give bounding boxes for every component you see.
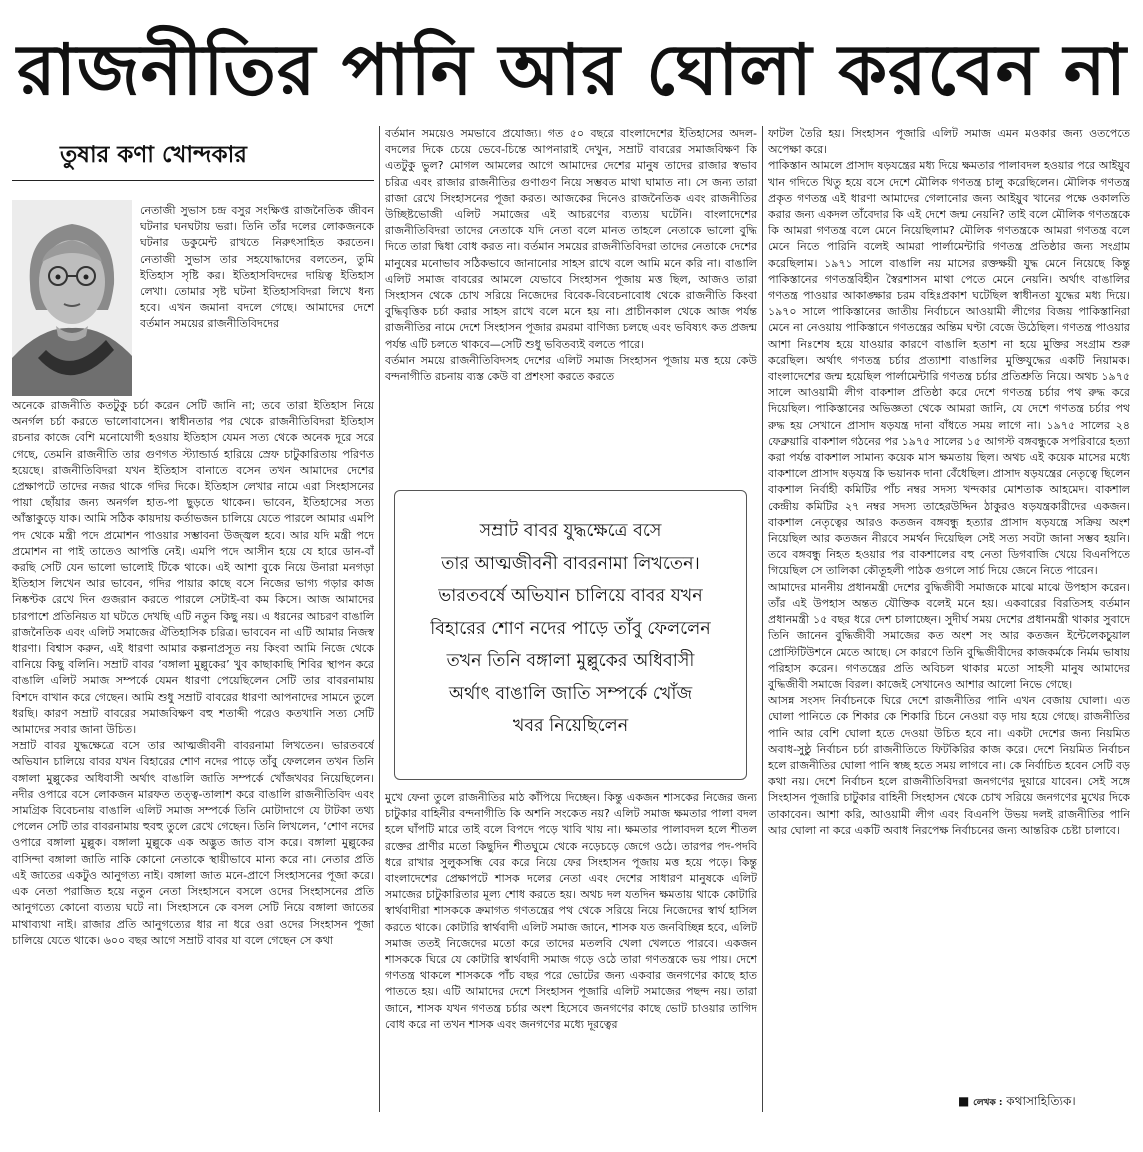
paragraph: অনেকে রাজনীতি কতটুকু চর্চা করেন সেটি জানি না; তবে তারা ইতিহাস নিয়ে অনর্গল চর্চা করতে ভালোবাসেন। স্বাধীনতার পর থেকে রাজনীতিবিদরা ইতিহাস রচনার কাজে বেশি মনোযোগী হওয়ায় ইতিহাস যেমন সত্য থেকে অনেক দূরে সরে গেছে, তেমনি রাজনীতি তার গুণগত স্ট্যান্ডার্ড হারিয়ে স্রেফ চাটুকারিতায় পরিণত হয়েছে। রাজনীতিবিদরা যখন ইতিহাস বানাতে বসেন তখন আমাদের দেশের প্রেক্ষাপটে তাদের নজর থাকে গদির দিকে। ইতিহাস লেখার নামে এরা সিংহাসনের পায়া ছোঁয়ার জন্য অনর্গল হাত-পা ছুড়তে থাকেন। ভাবেন, ইতিহাসের সত্য আঁস্তাকুড়ে যাক। আমি সঠিক কায়দায় কর্তাভজন চালিয়ে যেতে পারলে আমার এমপি পদ থেকে মন্ত্রী পদে প্রমোশন পাওয়ার সম্ভাবনা উজ্জ্বল হবে। আর যদি মন্ত্রী পদে প্রমোশন না পাই তাতেও আপত্তি নেই। এমপি পদে আসীন হয়ে যে হারে ডান-বাঁ করছি সেটি যেন ভালো ভালোই টিকে থাকে। এই আশা বুকে নিয়ে উনারা মনগড়া ইতিহাস লিখেন আর ভাবেন, গদির পায়ার কাছে বসে নিজের ভাগ্য গড়ার কাজ নিষ্কণ্টক রেখে দিন গুজরান করতে পারলে সেটাই-বা কম কিসে। আজ আমাদের চারপাশে প্রতিনিয়ত যা ঘটতে দেখছি এটি নতুন কিছু নয়। এ ধরনের আচরণ বাঙালি রাজনৈতিক এবং এলিট সমাজের ঐতিহাসিক চরিত্র। ভাববেন না এটি আমার নিজস্ব ধারণা। বিশ্বাস করুন, এই ধারণা আমার কল্পনাপ্রসূত নয় কিংবা আমি নিজে থেকে বানিয়ে কিছু বলিনি। সম্রাট বাবর ‘বঙ্গালা মুল্লুকের’ খুব কাছাকাছি শিবির স্থাপন করে বাঙালি এলিট সমাজ সম্পর্কে যেমন ধারণা পেয়েছিলেন সেটি তার বাবরনামায় বিশদে বাখান করে গেছেন। আমি শুধু সম্রাট বাবরের ধারণা আপনাদের সামনে তুলে ধরছি। কারণ সম্রাট বাবরের সমাজবিক্ষণ বহু শতাব্দী পরেও কতখানি সত্য সেটি আমাদের সবার জানা উচিত। [12, 399, 374, 737]
author-portrait [12, 200, 136, 396]
paragraph: বর্তমান সময়ে রাজনীতিবিদসহ দেশের এলিট সমাজ সিংহাসন পূজায় মত্ত হয়ে কেউ বন্দনাগীতি রচনায় ব্যস্ত কেউ বা প্রশংসা করতে করতে [385, 353, 757, 384]
column-1-top [140, 203, 374, 395]
column-divider [762, 126, 763, 1112]
paragraph: সম্রাট বাবর যুদ্ধক্ষেত্রে বসে তার আত্মজীবনী বাবরনামা লিখতেন। ভারতবর্ষে অভিযান চালিয়ে বাবর যখন বিহারের শোণ নদের পাড়ে তাঁবু ফেললেন তখন তিনি বঙ্গালা মুল্লুকের অধিবাসী অর্থাৎ বাঙালি জাতি সম্পর্কে খোঁজখবর নিয়েছিলেন। নদীর ওপারে বসে লোকজন মারফত তত্ত্ব-তালাশ করে বাঙালি রাজনীতিবিদ এবং সামগ্রিক বিবেচনায় বাঙালি এলিট সমাজ সম্পর্কে তিনি মোটাদাগে যে টাটকা তথ্য পেলেন সেটি তার বাবরনামায় হুবহু তুলে রেখে গেছেন। তিনি লিখলেন, ‘শোণ নদের ওপারে বঙ্গালা মুল্লুক। বঙ্গালা মুল্লুকে এক অদ্ভুত জাত বাস করে। বঙ্গালা মুল্লুকের বাসিন্দা বঙ্গালা জাতি নাকি কোনো নেতাকে স্থায়ীভাবে মান্য করে না। নেতার প্রতি এই জাতের একটুও আনুগত্য নাই। বঙ্গালা জাত মনে-প্রাণে সিংহাসনের পূজা করে। এক নেতা পরাজিত হয়ে নতুন নেতা সিংহাসনে বসলে ওদের সিংহাসনের প্রতি আনুগত্যে কোনো ব্যত্যয় ঘটে না। সিংহাসনে কে বসল সেটি নিয়ে বঙ্গালা জাতের মাথাব্যথা নাই। রাজার প্রতি আনুগত্যের ধার না ধরে ওরা ওদের সিংহাসন পূজা চালিয়ে যেতে থাকে। ৬০০ বছর আগে সম্রাট বাবর যা বলে গেছেন সে কথা [12, 739, 374, 947]
pull-quote-line: ভারতবর্ষে অভিযান চালিয়ে বাবর যখন [438, 586, 703, 606]
column-2-bottom [385, 790, 757, 1112]
column-1-bottom [12, 398, 374, 1112]
paragraph: পাকিস্তান আমলে প্রাসাদ ষড়যন্ত্রের মধ্য দিয়ে ক্ষমতার পালাবদল হওয়ার পরে আইয়ুব খান গদিতে থিতু হয়ে বসে দেশে মৌলিক গণতন্ত্র চালু করেছিলেন। মৌলিক গণতন্ত্র প্রকৃত গণতন্ত্র এই ধারণা আমাদের গেলানোর জন্য আইয়ুব খানের পক্ষে ওকালতি করার জন্য একদল তাঁবেদার কি এই দেশে জন্ম নেয়নি? তাই বলে মৌলিক গণতন্ত্রকে কি আমরা গণতন্ত্র বলে মেনে নিয়েছিলাম? মৌলিক গণতন্ত্রকে আমরা গণতন্ত্র বলে মেনে নিতে পারিনি বলেই আমরা পার্লামেন্টারি গণতন্ত্র প্রতিষ্ঠার জন্য সংগ্রাম করেছিলাম। ১৯৭১ সালে বাঙালি নয় মাসের রক্তক্ষয়ী যুদ্ধ মেনে নিয়েছে কিন্তু পাকিস্তানের গণতন্ত্রবিহীন স্বৈরশাসন মাথা পেতে মেনে নেয়নি। অর্থাৎ বাঙালির গণতন্ত্র পাওয়ার আকাঙ্ক্ষার চরম বহিঃপ্রকাশ ঘটেছিল স্বাধীনতা যুদ্ধের মধ্য দিয়ে। ১৯৭০ সালে পাকিস্তানের জাতীয় নির্বাচনে আওয়ামী লীগের বিজয় পাকিস্তানিরা মেনে না নেওয়ায় পাকিস্তানে গণতন্ত্রের অন্তিম ঘণ্টা বেজে উঠেছিল। গণতন্ত্র পাওয়ার আশা নিঃশেষ হয়ে যাওয়ার কারণে বাঙালি হতাশ না হয়ে মুক্তির সংগ্রাম শুরু করেছিল। অর্থাৎ গণতন্ত্র চর্চার প্রত্যাশা বাঙালির মুক্তিযুদ্ধের একটি নিয়ামক। বাংলাদেশের জন্ম হয়েছিল পার্লামেন্টারি গণতন্ত্র চর্চার প্রতিশ্রুতি নিয়ে। অথচ ১৯৭৫ সালে আওয়ামী লীগ বাকশাল প্রতিষ্ঠা করে দেশে গণতন্ত্র চর্চার পথ রুদ্ধ করে দিয়েছিল। পাকিস্তানের অভিজ্ঞতা থেকে আমরা জানি, যে দেশে গণতন্ত্র চর্চার পথ রুদ্ধ হয় সেখানে প্রাসাদ ষড়যন্ত্র দানা বাঁধতে সময় লাগে না। ১৯৭৫ সালের ২৪ ফেব্রুয়ারি বাকশাল গঠনের পর ১৯৭৫ সালের ১৫ আগস্ট বঙ্গবন্ধুকে সপরিবারে হত্যা করা পর্যন্ত বাকশাল সামান্য কয়েক মাস ক্ষমতায় ছিল। অথচ এই কয়েক মাসের মধ্যে বাকশালে প্রাসাদ ষড়যন্ত্র কি ভয়ানক দানা বেঁধেছিল। প্রাসাদ ষড়যন্ত্রের নেতৃত্বে ছিলেন বাকশাল নির্বাহী কমিটির পাঁচ নম্বর সদস্য খন্দকার মোশতাক আহমেদ। বাকশাল কেন্দ্রীয় কমিটির ২৭ নম্বর সদস্য তাহেরউদ্দিন ঠাকুরও ষড়যন্ত্রকারীদের একজন। বাকশাল নেতৃত্বের আরও কতজন বঙ্গবন্ধু হত্যার প্রাসাদ ষড়যন্ত্রে সক্রিয় অংশ নিয়েছিল আর কতজন নীরবে সমর্থন দিয়েছিল সেই সত্য সবটা জানা সম্ভব হয়নি। তবে বঙ্গবন্ধু নিহত হওয়ার পর বাকশালের বহু নেতা ডিগবাজি খেয়ে বিএনপিতে গিয়েছিল সে তালিকা কৌতূহলী পাঠক গুগলে সার্চ দিয়ে জেনে নিতে পারেন। [768, 159, 1130, 578]
credit-role: কথাসাহিত্যিক। [1006, 1094, 1076, 1108]
author-photo [12, 200, 132, 396]
pull-quote [394, 490, 747, 780]
paragraph: ফাটল তৈরি হয়। সিংহাসন পূজারি এলিট সমাজ এমন মওকার জন্য ওতপেতে অপেক্ষা করে। [768, 127, 1130, 157]
paragraph: আসন্ন সংসদ নির্বাচনকে ঘিরে দেশে রাজনীতির পানি এখন বেজায় ঘোলা। এত ঘোলা পানিতে কে শিকার কে শিকারি চিনে নেওয়া বড় দায় হয়ে গেছে। রাজনীতির পানি আর বেশি ঘোলা হতে দেওয়া উচিত হবে না। একটা দেশের জন্য নিয়মিত অবাধ-সুষ্ঠু নির্বাচন চর্চা রাজনীতিতে ফিটকিরির কাজ করে। দেশে নিয়মিত নির্বাচন হলে রাজনীতির ঘোলা পানি স্বচ্ছ হতে সময় লাগবে না। কে নির্বাচিত হবেন সেটি বড় কথা নয়। দেশে নির্বাচন হলে রাজনীতিবিদরা জনগণের দুয়ারে যাবেন। সেই সঙ্গে সিংহাসন পূজারি চাটুকার বাহিনী সিংহাসন থেকে চোখ সরিয়ে জনগণের মুখের দিকে তাকাবেন। আশা করি, আওয়ামী লীগ এবং বিএনপি উভয় দলই রাজনীতির পানি আর ঘোলা না করে একটি অবাধ নিরপেক্ষ নির্বাচনের জন্য আন্তরিক চেষ্টা চালাবে। [768, 694, 1130, 837]
paragraph: বর্তমান সময়েও সমভাবে প্রযোজ্য। গত ৫০ বছরে বাংলাদেশের ইতিহাসের অদল-বদলের দিকে চেয়ে ভেবে-চিন্তে আপনারাই দেখুন, সম্রাট বাবরের সমাজবিক্ষণ কি এতটুকু ভুল? মোগল আমলের আগে আমাদের দেশের মানুষ তাদের রাজার স্বভাব চরিত্র এবং রাজার রাজনীতির গুণাগুণ নিয়ে সম্ভবত মাথা ঘামাত না। সে জন্য তারা রাজা রেখে সিংহাসনের পূজা করত। আজকের দিনেও রাজনৈতিক এবং রাজনীতির উচ্ছিষ্টভোজী এলিট সমাজের এই আচরণের ব্যত্যয় ঘটেনি। বাংলাদেশের রাজনীতিবিদরা তাদের নেতাকে যদি নেতা বলে মানত তাহলে নেতাকে ভালো বুদ্ধি দিতে তারা দ্বিধা বোধ করত না। বর্তমান সময়ের রাজনীতিবিদরা তাদের নেতাকে দেশের মানুষের মনোভাব সঠিকভাবে জানানোর সাহস রাখে বলে আমি মনে করি না। বাঙালি এলিট সমাজ বাবরের আমলে যেভাবে সিংহাসন পূজায় মত্ত ছিল, আজও তারা সিংহাসন থেকে চোখ সরিয়ে নিজেদের বিবেক-বিবেচনাবোধ থেকে রাজনীতি কিংবা বুদ্ধিবৃত্তিক চর্চা করার সাহস রাখে বলে মনে হয় না। প্রাচীনকাল থেকে আজ পর্যন্ত রাজনীতির নামে দেশে সিংহাসন পূজার রমরমা বাণিজ্য চলছে এবং ভবিষ্যৎ কত প্রজন্ম পর্যন্ত এটি চলতে থাকবে—সেটি শুধু ভবিতব্যই বলতে পারে। [385, 127, 757, 351]
author-credit [958, 1093, 1076, 1113]
pull-quote-line: অর্থাৎ বাঙালি জাতি সম্পর্কে খোঁজ [448, 683, 693, 704]
paragraph: নেতাজী সুভাস চন্দ্র বসুর সংক্ষিপ্ত রাজনৈতিক জীবন ঘটনার ঘনঘটায় ভরা। তিনি তাঁর দলের লোকজনকে ঘটনার ডকুমেন্ট রাখতে নিরুৎসাহিত করতেন। নেতাজী সুভাস তার সহযোদ্ধাদের বলতেন, তুমি ইতিহাস সৃষ্টি কর। ইতিহাসবিদদের দায়িত্ব ইতিহাস লেখা। তোমার সৃষ্ট ঘটনা ইতিহাসবিদরা লিখে ধন্য হবে। এখন জমানা বদলে গেছে। আমাদের দেশে বর্তমান সময়ের রাজনীতিবিদদের [140, 204, 374, 331]
author-rule [12, 180, 374, 181]
headline: রাজনীতির পানি আর ঘোলা করবেন না [17, 29, 1127, 111]
credit-label: লেখক : [973, 1098, 1003, 1108]
column-2-top [385, 126, 757, 452]
pull-quote-line: তার আত্মজীবনী বাবরনামা লিখতেন। [441, 553, 700, 574]
paragraph: আমাদের মাননীয় প্রধানমন্ত্রী দেশের বুদ্ধিজীবী সমাজকে মাঝে মাঝে উপহাস করেন। তাঁর এই উপহাস অন্তত যৌক্তিক বলেই মনে হয়। একবারের বিরতিসহ বর্তমান প্রধানমন্ত্রী ১৫ বছর ধরে দেশ চালাচ্ছেন। সুদীর্ঘ সময় দেশের প্রধানমন্ত্রী থাকার সুবাদে তিনি জানেন বুদ্ধিজীবী সমাজের কত অংশ সং আর কতজন ইন্টেলেকচুয়াল প্রোস্টিটিউশনে মেতে আছে। সে কারণে তিনি বুদ্ধিজীবীদের কাজকর্মকে নির্মম ভাষায় পরিহাস করেন। গণতন্ত্রের প্রতি অবিচল থাকার মতো সাহসী মানুষ আমাদের বুদ্ধিজীবী সমাজে বিরল। কাজেই সেখানেও আশার আলো নিভে গেছে। [768, 580, 1130, 691]
pull-quote-line: তখন তিনি বঙ্গালা মুল্লুকের অধিবাসী [446, 651, 695, 671]
pull-quote-line: বিহারের শোণ নদের পাড়ে তাঁবু ফেললেন [430, 618, 711, 639]
author-name: তুষার কণা খোন্দকার [60, 142, 247, 168]
column-3 [768, 126, 1130, 1092]
column-divider [379, 126, 380, 1112]
paragraph: মুখে ফেনা তুলে রাজনীতির মাঠ কাঁপিয়ে দিচ্ছেন। কিন্তু একজন শাসকের নিজের জন্য চাটুকার বাহিনীর বন্দনাগীতি কি অশনি সংকেত নয়? এলিট সমাজ ক্ষমতার পালা বদল হলে ঘাঁপটি মারে তাই বলে বিপদে পড়ে খাবি খায় না। ক্ষমতার পালাবদল হলে শীতল রক্তের প্রাণীর মতো কিছুদিন শীতঘুমে থেকে নড়েচড়ে জেগে ওঠে। তারপর পদ-পদবি ধরে রাখার সুলুকসন্ধি বের করে নিয়ে ফের সিংহাসন পূজায় মত্ত হয়ে পড়ে। কিন্তু বাংলাদেশের প্রেক্ষাপটে শাসক দলের নেতা এবং দেশের সাধারণ মানুষকে এলিট সমাজের চাটুকারিতার মূল্য শোধ করতে হয়। অথচ দল যতদিন ক্ষমতায় থাকে কোটারি স্বার্থবাদীরা শাসককে ক্রমাগত গণতন্ত্রের পথ থেকে সরিয়ে নিয়ে নিজেদের স্বার্থ হাসিল করতে থাকে। কোটারি স্বার্থবাদী এলিট সমাজ জানে, শাসক যত জনবিচ্ছিন্ন হবে, এলিট সমাজ ততই নিজেদের মতো করে তাদের মতলবি খেলা খেলতে পারবে। একজন শাসককে ঘিরে যে কোটারি স্বার্থবাদী সমাজ গড়ে ওঠে তারা গণতন্ত্রকে ভয় পায়। দেশে গণতন্ত্র থাকলে শাসককে পাঁচ বছর পরে ভোটের জন্য একবার জনগণের কাছে হাত পাততে হয়। এটি আমাদের দেশে সিংহাসন পূজারি এলিট সমাজের পছন্দ নয়। তারা জানে, শাসক যখন গণতন্ত্র চর্চার অংশ হিসেবে জনগণের কাছে ভোট চাওয়ার তাগিদ বোধ করে না তখন শাসক এবং জনগণের মধ্যে দূরত্বের [385, 791, 757, 1031]
pull-quote-line: সম্রাট বাবর যুদ্ধক্ষেত্রে বসে [479, 521, 662, 541]
square-bullet-icon: ■ [958, 1094, 970, 1108]
pull-quote-line: খবর নিয়েছিলেন [512, 716, 629, 736]
